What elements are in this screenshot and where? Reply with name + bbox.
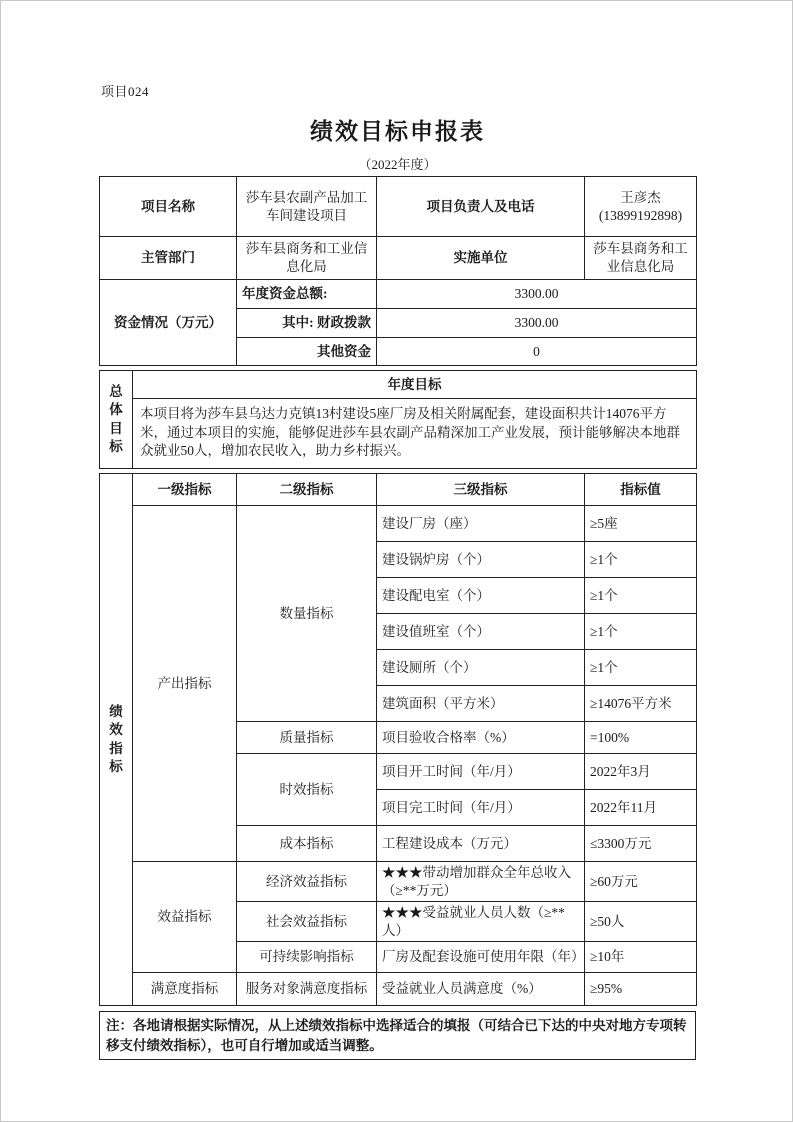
manager-name: 王彦杰 (620, 189, 661, 205)
indicator-value: 2022年3月 (585, 754, 697, 790)
indicator-name: 厂房及配套设施可使用年限（年） (377, 942, 585, 973)
cost-label: 成本指标 (237, 826, 377, 862)
indicator-value: ≥1个 (585, 614, 697, 650)
satisfaction-label: 满意度指标 (133, 973, 237, 1006)
quantity-label: 数量指标 (237, 506, 377, 722)
annual-goal-header: 年度目标 (133, 371, 697, 399)
indicator-value: ≥1个 (585, 542, 697, 578)
funding-other-value: 0 (377, 338, 697, 366)
indicator-name: 项目完工时间（年/月） (377, 790, 585, 826)
doc-number: 项目024 (101, 84, 150, 99)
timeliness-label: 时效指标 (237, 754, 377, 826)
indicator-name: 项目验收合格率（%） (377, 722, 585, 754)
indicator-value: ≥60万元 (585, 862, 697, 902)
header-level3: 三级指标 (377, 474, 585, 506)
manager-phone: (13899192898) (598, 207, 683, 223)
indicator-name: ★★★带动增加群众全年总收入（≥**万元） (377, 862, 585, 902)
indicator-row (100, 506, 697, 542)
indicator-name: 工程建设成本（万元） (377, 826, 585, 862)
dept-label: 主管部门 (100, 237, 237, 280)
indicator-name: 建设配电室（个） (377, 578, 585, 614)
table-row (100, 177, 697, 237)
annual-goal-text: 本项目将为莎车县乌达力克镇13村建设5座厂房及相关附属配套，建设面积共计14076平方米，通过本项目的实施，能够促进莎车县农副产品精深加工产业发展，预计能够解决本地群众就业50人，增加农民收入，助力乡村振兴。 (133, 399, 697, 469)
funding-fiscal-value: 3300.00 (377, 309, 697, 338)
indicator-row (100, 862, 697, 902)
footnote: 注：各地请根据实际情况，从上述绩效指标中选择适合的填报（可结合已下达的中央对地方专项转移支付绩效指标），也可自行增加或适当调整。 (99, 1011, 696, 1060)
indicator-name: 建设厕所（个） (377, 650, 585, 686)
indicator-value: ≥95% (585, 973, 697, 1006)
perf-section-label: 绩效指标 (100, 474, 133, 1006)
satisfaction-sub-label: 服务对象满意度指标 (237, 973, 377, 1006)
quality-label: 质量指标 (237, 722, 377, 754)
table-row (100, 474, 697, 506)
performance-indicators-table (99, 473, 697, 1006)
funding-other-label: 其他资金 (237, 338, 377, 366)
dept-value: 莎车县商务和工业信息化局 (237, 237, 377, 280)
indicator-value: 2022年11月 (585, 790, 697, 826)
indicator-row (100, 973, 697, 1006)
indicator-name: ★★★受益就业人员人数（≥**人） (377, 902, 585, 942)
table-row (100, 399, 697, 469)
project-name-label: 项目名称 (100, 177, 237, 237)
output-label: 产出指标 (133, 506, 237, 862)
benefit-sub-label: 社会效益指标 (237, 902, 377, 942)
benefit-label: 效益指标 (133, 862, 237, 973)
indicator-value: =100% (585, 722, 697, 754)
indicator-name: 建设值班室（个） (377, 614, 585, 650)
indicator-value: ≥1个 (585, 578, 697, 614)
indicator-value: ≥1个 (585, 650, 697, 686)
indicator-value: ≥10年 (585, 942, 697, 973)
funding-fiscal-label: 其中: 财政拨款 (237, 309, 377, 338)
table-row (100, 237, 697, 280)
manager-label: 项目负责人及电话 (377, 177, 585, 237)
unit-label: 实施单位 (377, 237, 585, 280)
funding-total-value: 3300.00 (377, 280, 697, 309)
indicator-value: ≥5座 (585, 506, 697, 542)
funding-total-label: 年度资金总额: (237, 280, 377, 309)
table-row (100, 371, 697, 399)
form-content (99, 176, 698, 1060)
project-name-value: 莎车县农副产品加工车间建设项目 (237, 177, 377, 237)
indicator-name: 项目开工时间（年/月） (377, 754, 585, 790)
benefit-sub-label: 可持续影响指标 (237, 942, 377, 973)
indicator-value: ≥14076平方米 (585, 686, 697, 722)
project-info-table (99, 176, 697, 366)
table-row (100, 280, 697, 309)
header-level1: 一级指标 (133, 474, 237, 506)
funding-label: 资金情况（万元） (100, 280, 237, 366)
indicator-name: 建筑面积（平方米） (377, 686, 585, 722)
page-title: 绩效目标申报表 (310, 119, 485, 144)
indicator-name: 受益就业人员满意度（%） (377, 973, 585, 1006)
indicator-value: ≤3300万元 (585, 826, 697, 862)
header-level2: 二级指标 (237, 474, 377, 506)
header-value: 指标值 (585, 474, 697, 506)
overall-goal-table (99, 370, 697, 469)
indicator-name: 建设锅炉房（个） (377, 542, 585, 578)
benefit-sub-label: 经济效益指标 (237, 862, 377, 902)
unit-value: 莎车县商务和工业信息化局 (585, 237, 697, 280)
indicator-name: 建设厂房（座） (377, 506, 585, 542)
indicator-value: ≥50人 (585, 902, 697, 942)
overall-goal-label: 总体目标 (100, 371, 133, 469)
manager-value (585, 177, 697, 237)
page-subtitle: （2022年度） (358, 157, 437, 172)
